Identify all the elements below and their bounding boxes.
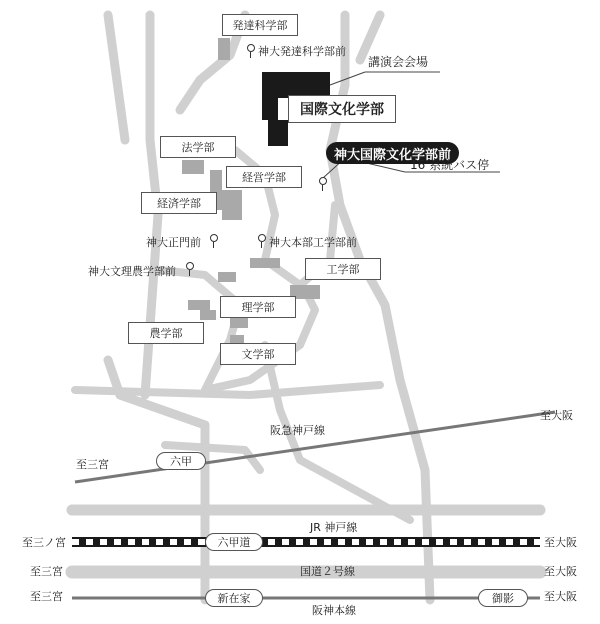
building-label-rigaku: 理学部 — [220, 296, 296, 318]
destination-stop-badge: 神大国際文化学部前 — [326, 142, 459, 164]
building-label-nougaku: 農学部 — [128, 322, 204, 344]
building-label-bungaku: 文学部 — [220, 343, 296, 365]
direction-sannomiya-road: 至三宮 — [30, 565, 63, 578]
road — [360, 15, 380, 60]
building — [250, 258, 280, 268]
bus-stop-label-bunri: 神大文理農学部前 — [88, 265, 176, 278]
direction-osaka-hanshin: 至大阪 — [544, 590, 577, 603]
bus-stop-label-hattatsu: 神大発達科学部前 — [258, 45, 346, 58]
building — [218, 38, 230, 60]
station-shinzaike: 新在家 — [205, 589, 263, 607]
building-label-kougaku: 工学部 — [305, 258, 381, 280]
station-mikage: 御影 — [478, 589, 528, 607]
hanshin-line-label: 阪神本線 — [312, 604, 356, 617]
direction-osaka-jr: 至大阪 — [544, 536, 577, 549]
station-rokko: 六甲 — [156, 452, 206, 470]
bus-route-label: 16 系統バス停 — [410, 158, 490, 172]
bus-stop-icon — [247, 44, 255, 58]
bus-stop-icon — [258, 234, 266, 248]
direction-osaka-road: 至大阪 — [544, 565, 577, 578]
direction-sannomiya-jr: 至三ノ宮 — [22, 536, 66, 549]
bus-stop-label-honbu: 神大本部工学部前 — [269, 236, 357, 249]
bus-stop-label-seimon: 神大正門前 — [146, 236, 201, 249]
building — [230, 318, 248, 328]
venue-label: 講演会会場 — [368, 55, 429, 69]
building-label-hougaku: 法学部 — [160, 136, 236, 158]
jr-line-label: JR 神戸線 — [310, 521, 358, 534]
direction-osaka-hankyu: 至大阪 — [540, 409, 573, 422]
building-label-kokusai: 国際文化学部 — [288, 95, 396, 123]
bus-stop-icon — [210, 234, 218, 248]
jr-line — [72, 537, 540, 547]
building — [188, 300, 210, 310]
building — [182, 160, 204, 174]
kokudo-label: 国道２号線 — [300, 565, 355, 578]
station-rokkomichi: 六甲道 — [205, 533, 263, 551]
hankyu-line-label: 阪急神戸線 — [270, 424, 325, 437]
building-label-keiei: 経営学部 — [226, 166, 302, 188]
direction-sannomiya-hanshin: 至三宮 — [30, 590, 63, 603]
building — [200, 310, 216, 320]
bus-stop-icon — [319, 177, 327, 191]
building — [218, 272, 236, 282]
building-label-hattatsu: 発達科学部 — [222, 14, 298, 36]
building-label-keizai: 経済学部 — [141, 192, 217, 214]
bus-stop-icon — [186, 262, 194, 276]
direction-sannomiya-hankyu: 至三宮 — [76, 458, 109, 471]
road — [108, 15, 125, 140]
building — [222, 190, 242, 220]
